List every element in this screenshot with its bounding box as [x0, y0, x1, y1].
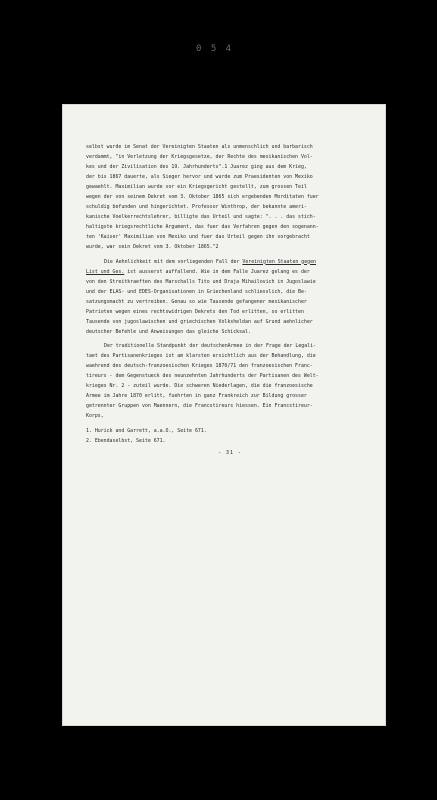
text-line: waehrend des deutsch-franzoesischen Krieges 1870/71 den franzoesischen Franc- — [86, 362, 313, 369]
paragraph-franc-tireurs — [86, 341, 374, 421]
text-line: krieges Nr. 2 - zuteil wurde. Die schweren Niederlagen, die die franzoesische — [86, 383, 313, 390]
text-line: Patrioten wegen eines rechtswidrigen Dekrets den Tod erlitten, so erlitten — [86, 308, 304, 315]
footnote: 2. Ebendaselbst, Seite 671. — [86, 438, 166, 445]
text-line: verdammt, "in Verletzung der Kriegsgesetze, der Rechte des mexikanischen Vol- — [86, 154, 313, 161]
text-line: List und Ges. ist ausserst auffallend. Wie in dem Falle Juarez gelang es der — [86, 268, 310, 275]
underlined-case-name: List und Ges. — [86, 268, 125, 275]
text-line: Korps, — [86, 413, 104, 420]
text-line: deutscher Befehle und Anweisungen das gleiche Schicksal. — [86, 328, 251, 335]
text-line: kanische Voelkerrechtslehrer, billigte das Urteil und sagte: ". . . das stich- — [86, 214, 316, 221]
document-page — [62, 104, 386, 726]
paragraph-maximilian — [86, 142, 374, 253]
text-line: selbst wurde im Senat der Vereinigten Staaten als unmenschlich und barbarisch — [86, 144, 313, 150]
footnote: 1. Hurick and Garrett, a.a.O., Seite 671. — [86, 428, 207, 435]
underlined-case-name: Vereinigten Staaten gegen — [242, 258, 317, 265]
text-line: gewaehlt. Maximilian wurde vor ein Kriegsgericht gestellt, zum grossen Teil — [86, 184, 307, 191]
text-line: taet des Partisanenkrieges ist am klarsten ersichtlich aus der Behandlung, die — [86, 352, 316, 359]
text-line: Der traditionelle Standpunkt der deutschenArmee in der Frage der Legali- — [104, 342, 316, 349]
text-line: schuldig befunden und hingerichtet. Professor Winthrop, der bekannte ameri- — [86, 204, 307, 211]
text-line: haltigste kriegsrechtliche Argument, das fuer das Verfahren gegen den sogenann- — [86, 224, 319, 231]
footnotes — [86, 426, 374, 446]
page-body — [86, 142, 374, 458]
text-line: Die Aehnlichkeit mit dem vorliegenden Fall der Vereinigten Staaten gegen — [104, 258, 317, 265]
text-line: von den Streitkraeften des Marschalls Tito und Draja Mihailovich in Jugoslawie — [86, 278, 316, 285]
text-line: Armee im Jahre 1870 erlitt, fuehrten in ganz Frankreich zur Bildung grosser — [86, 393, 307, 400]
text-line: wegen der von seinem Dekret vom 3. Oktober 1865 sich ergebenden Morditaten fuer — [86, 194, 319, 201]
text-line: satzungsmacht zu vertreiben. Genau so wie Tausende gefangener mexikanischer — [86, 298, 307, 305]
text-line: der bis 1867 dauerte, als Sieger hervor und wurde zum Praesidenten von Mexiko — [86, 174, 313, 181]
text-line: Tausende von jugoslawischen und griechischen Volksheldan auf Grund aehnlicher — [86, 318, 313, 325]
text-line: wurde, war sein Dekret vom 3. Oktober 1865."2 — [86, 244, 219, 251]
page-number: - 31 - — [218, 450, 242, 457]
text-line: ten 'Kaiser' Maximilian von Mexiko und fuer das Urteil gegen ihn vorgebracht — [86, 234, 310, 241]
paragraph-list-case — [86, 257, 374, 337]
film-frame-mark: 0 5 4 — [196, 44, 234, 54]
text-line: und der ELAS- und EDES-Organisationen in Griechenland schliesslich, die Be- — [86, 288, 307, 295]
text-line: kes und der Zivilisation des 19. Jahrhunderts".1 Juarez ging aus dem Krieg, — [86, 164, 307, 171]
text-line: getrennter Gruppen von Maennern, die Francstireurs hiessen. Ein Francstireur- — [86, 403, 313, 410]
text-line: tireurs - dem Gegenstueck des neunzehnten Jahrhunderts der Partisanen des Welt- — [86, 373, 319, 380]
